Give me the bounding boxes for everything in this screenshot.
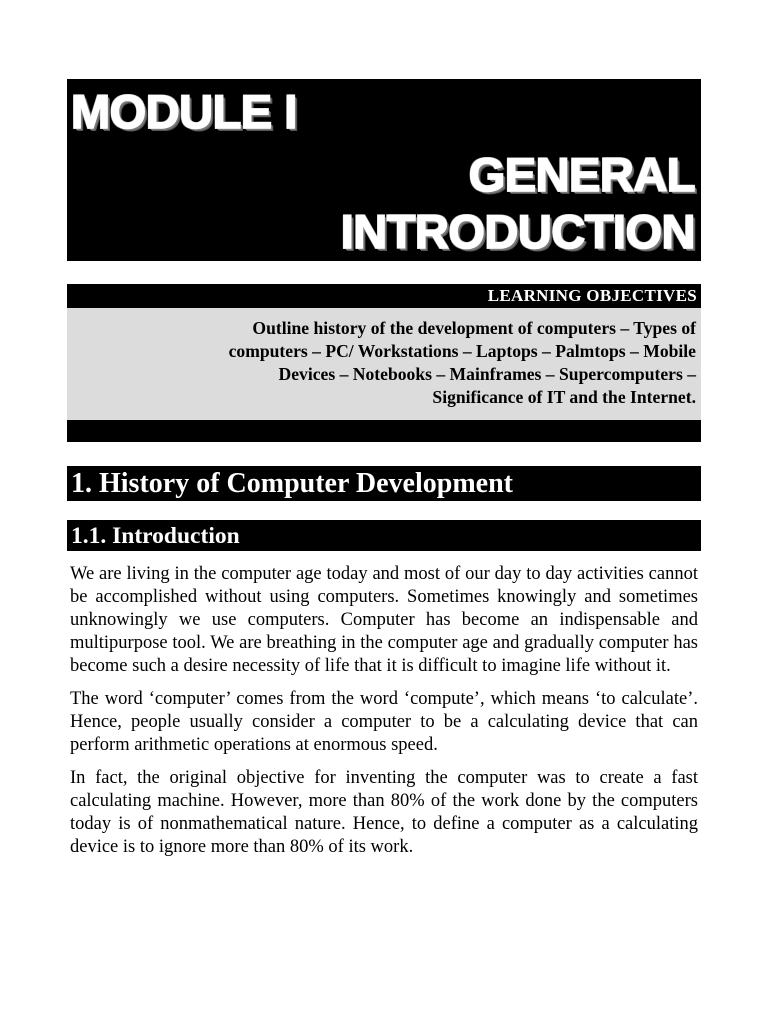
module-number: MODULE I: [71, 85, 297, 138]
objectives-bottom-bar: [67, 420, 701, 442]
section-heading: 1. History of Computer Development: [67, 466, 701, 501]
objectives-line: Outline history of the development of computers – Types of: [252, 318, 696, 338]
module-title-line-2: INTRODUCTION: [340, 205, 695, 258]
learning-objectives-box: [67, 308, 701, 420]
objectives-line: Significance of IT and the Internet.: [432, 387, 696, 407]
objectives-line: computers – PC/ Workstations – Laptops – Palmtops – Mobile: [228, 341, 696, 361]
objectives-line: Devices – Notebooks – Mainframes – Supercomputers –: [278, 364, 696, 384]
learning-objectives-heading: LEARNING OBJECTIVES: [67, 284, 701, 308]
body-text: [70, 563, 698, 869]
paragraph: The word ‘computer’ comes from the word ‘compute’, which means ‘to calculate’. Hence, people usually consider a computer to be a calculating device that can perform arithmetic operations at enormous speed.: [70, 689, 698, 755]
subsection-heading: 1.1. Introduction: [67, 520, 701, 551]
paragraph: We are living in the computer age today and most of our day to day activities cannot be accomplished without using computers. Sometimes knowingly and sometimes unknowingly we use computers. Computer has become an indispensable and multipurpose tool. We are breathing in the computer age and gradually computer has become such a desire necessity of life that it is difficult to imagine life without it.: [70, 564, 698, 676]
module-title-banner: [67, 79, 701, 261]
module-title-line-1: GENERAL: [468, 148, 695, 201]
paragraph: In fact, the original objective for inventing the computer was to create a fast calculating machine. However, more than 80% of the work done by the computers today is of nonmathematical nature. Hence, to define a computer as a calculating device is to ignore more than 80% of its work.: [70, 768, 698, 857]
